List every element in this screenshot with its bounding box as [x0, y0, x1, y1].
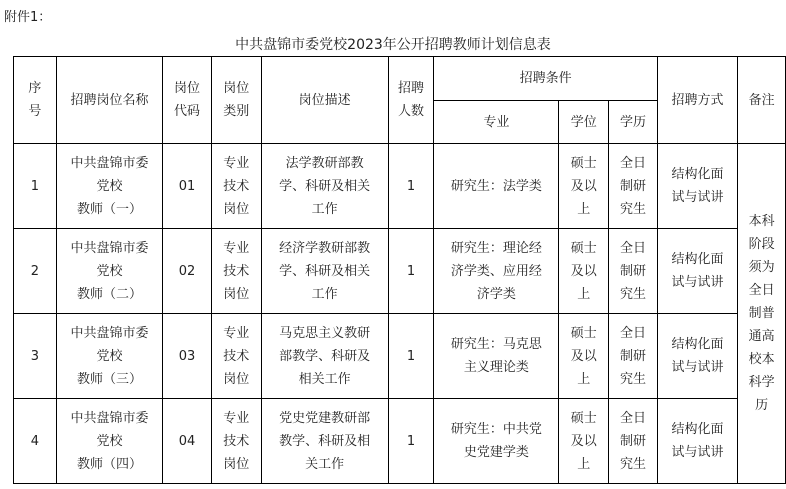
table-row	[14, 144, 786, 229]
row-degree: 硕士 及以 上	[559, 314, 609, 399]
row-position-type: 专业 技术 岗位	[211, 144, 261, 229]
row-hire-count: 1	[388, 229, 434, 314]
header-degree: 学位	[559, 101, 609, 144]
row-method: 结构化面 试与试讲	[657, 399, 737, 484]
header-remark: 备注	[738, 57, 786, 144]
header-method: 招聘方式	[657, 57, 737, 144]
row-position-desc: 党史党建教研部 教学、科研及相 关工作	[261, 399, 388, 484]
row-hire-count: 1	[388, 314, 434, 399]
row-education: 全日 制研 究生	[609, 229, 658, 314]
header-hire-count: 招聘 人数	[388, 57, 434, 144]
attachment-label: 附件1：	[4, 10, 52, 25]
row-position-desc: 马克思主义教研 部教学、科研及 相关工作	[261, 314, 388, 399]
row-position-code: 04	[163, 399, 212, 484]
row-position-name: 中共盘锦市委 党校 教师（一）	[56, 144, 162, 229]
row-position-name: 中共盘锦市委 党校 教师（四）	[56, 399, 162, 484]
header-education: 学历	[609, 101, 658, 144]
row-degree: 硕士 及以 上	[559, 144, 609, 229]
header-position-desc: 岗位描述	[261, 57, 388, 144]
row-education: 全日 制研 究生	[609, 144, 658, 229]
header-position-name: 招聘岗位名称	[56, 57, 162, 144]
row-major: 研究生：法学类	[434, 144, 559, 229]
row-major: 研究生：马克思 主义理论类	[434, 314, 559, 399]
header-position-type: 岗位 类别	[211, 57, 261, 144]
header-seq: 序 号	[14, 57, 57, 144]
row-seq: 3	[14, 314, 57, 399]
row-hire-count: 1	[388, 144, 434, 229]
row-position-desc: 法学教研部教 学、科研及相关 工作	[261, 144, 388, 229]
row-method: 结构化面 试与试讲	[657, 144, 737, 229]
row-education: 全日 制研 究生	[609, 399, 658, 484]
row-position-code: 03	[163, 314, 212, 399]
row-position-code: 01	[163, 144, 212, 229]
header-position-code: 岗位 代码	[163, 57, 212, 144]
table-row	[14, 229, 786, 314]
row-position-type: 专业 技术 岗位	[211, 314, 261, 399]
row-position-type: 专业 技术 岗位	[211, 399, 261, 484]
remark-cell: 本科 阶段 须为 全日 制普 通高 校本 科学 历	[738, 144, 786, 484]
row-position-code: 02	[163, 229, 212, 314]
row-degree: 硕士 及以 上	[559, 229, 609, 314]
row-method: 结构化面 试与试讲	[657, 314, 737, 399]
header-conditions: 招聘条件	[434, 57, 657, 101]
row-seq: 4	[14, 399, 57, 484]
row-position-desc: 经济学教研部教 学、科研及相关 工作	[261, 229, 388, 314]
row-position-name: 中共盘锦市委 党校 教师（二）	[56, 229, 162, 314]
recruitment-plan-table	[13, 56, 786, 484]
row-seq: 2	[14, 229, 57, 314]
row-position-name: 中共盘锦市委 党校 教师（三）	[56, 314, 162, 399]
row-hire-count: 1	[388, 399, 434, 484]
row-degree: 硕士 及以 上	[559, 399, 609, 484]
row-major: 研究生：理论经 济学类、应用经 济学类	[434, 229, 559, 314]
row-position-type: 专业 技术 岗位	[211, 229, 261, 314]
header-major: 专业	[434, 101, 559, 144]
table-row	[14, 314, 786, 399]
row-education: 全日 制研 究生	[609, 314, 658, 399]
table-row	[14, 399, 786, 484]
row-seq: 1	[14, 144, 57, 229]
row-major: 研究生：中共党 史党建学类	[434, 399, 559, 484]
document-title: 中共盘锦市委党校2023年公开招聘教师计划信息表	[235, 37, 551, 53]
row-method: 结构化面 试与试讲	[657, 229, 737, 314]
